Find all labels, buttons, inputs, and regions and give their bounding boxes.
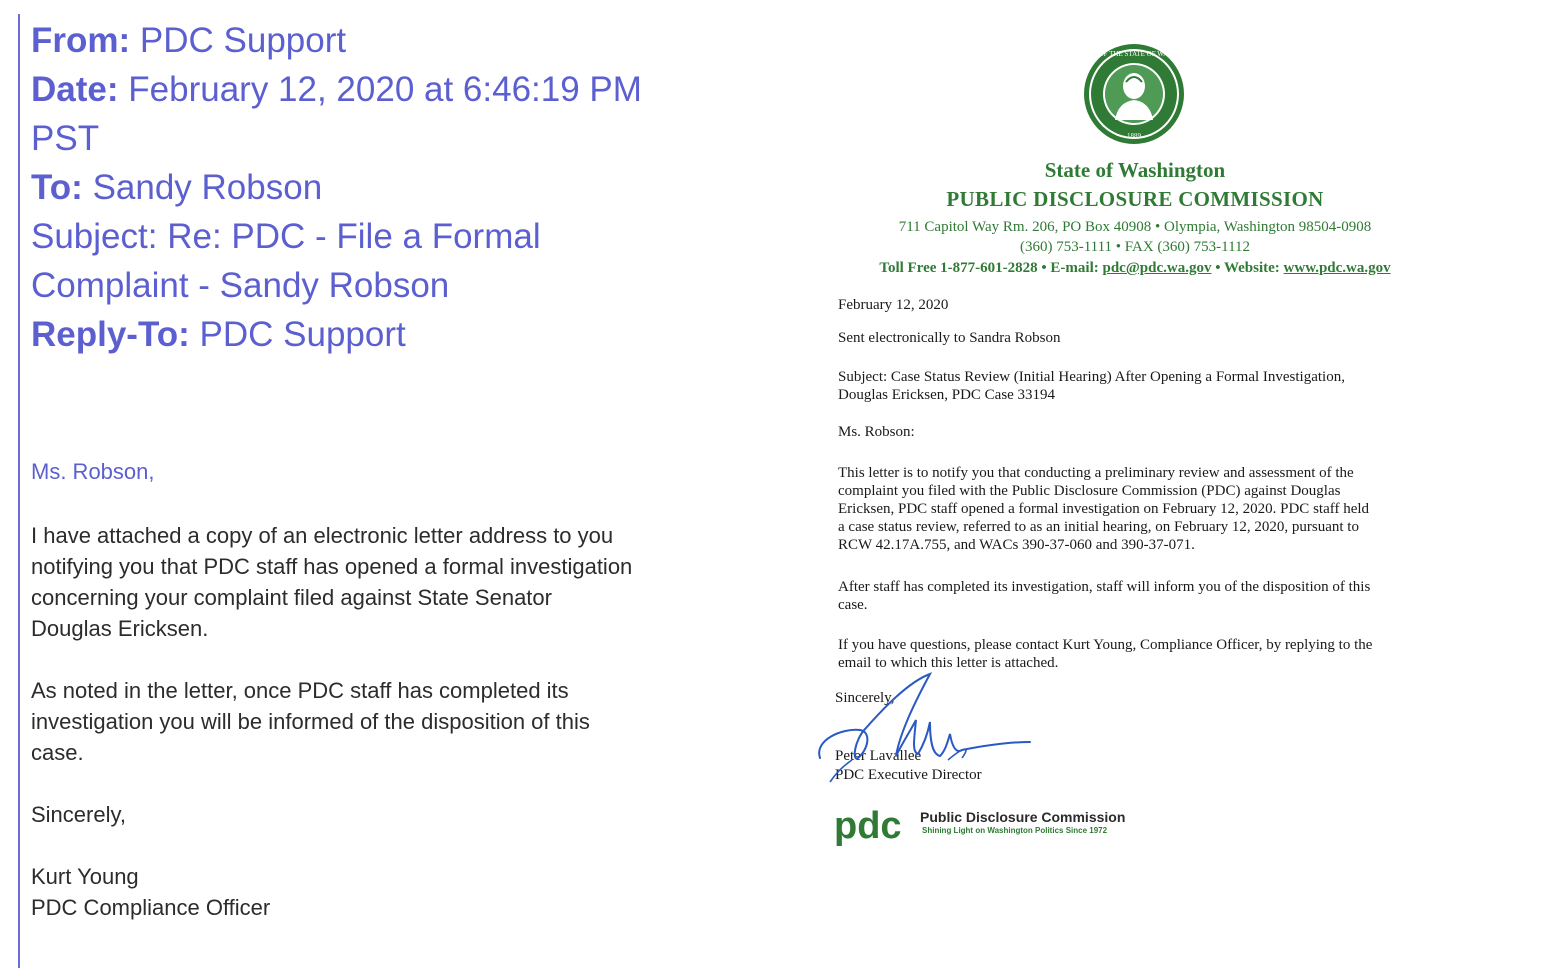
email-from-value[interactable]: PDC Support: [139, 21, 347, 60]
letter-date: February 12, 2020: [838, 297, 949, 313]
email-body-line: concerning your complaint filed against State Senator: [31, 585, 552, 610]
email-subject-row: [31, 212, 711, 261]
letter-line: Ericksen, PDC staff opened a formal investigation on February 12, 2020. PDC staff held: [838, 501, 1370, 517]
seal-text: THE SEAL OF THE STATE OF WASHINGTON: [1064, 50, 1204, 58]
letterhead-address: 711 Capitol Way Rm. 206, PO Box 40908 • Olympia, Washington 98504-0908: [898, 219, 1372, 235]
email-to-row: [31, 163, 711, 212]
pdc-logo-tagline: Shining Light on Washington Politics Since 1972: [922, 826, 1108, 835]
email-subject-value: Re: PDC - File a Formal: [167, 217, 541, 256]
email-body-line: investigation you will be informed of the disposition of this: [31, 709, 590, 734]
email-from-row: [31, 16, 711, 65]
letter-salutation: Ms. Robson:: [838, 424, 915, 440]
email-headers: [31, 16, 711, 359]
letter-line: If you have questions, please contact Kurt Young, Compliance Officer, by replying to the: [838, 637, 1373, 653]
letterhead-commission: PUBLIC DISCLOSURE COMMISSION: [946, 187, 1324, 211]
email-date-value-tz: PST: [31, 119, 100, 158]
letterhead-tollfree: Toll Free 1-877-601-2828 • E-mail:: [879, 260, 1103, 276]
letterhead-email-link[interactable]: pdc@pdc.wa.gov: [1102, 260, 1212, 276]
email-from-label: From:: [31, 21, 131, 60]
email-body-line: Douglas Ericksen.: [31, 616, 209, 641]
email-body-line: notifying you that PDC staff has opened a formal investigation: [31, 554, 633, 579]
letterhead-website-label: • Website:: [1211, 260, 1284, 276]
email-date-value: February 12, 2020 at 6:46:19 PM: [128, 70, 642, 109]
email-replyto-value[interactable]: PDC Support: [199, 315, 406, 354]
email-to-label: To:: [31, 168, 83, 207]
email-body-line: I have attached a copy of an electronic letter address to you: [31, 523, 614, 548]
email-signer-name: Kurt Young: [31, 864, 139, 889]
letter-paragraph-2: [838, 578, 1430, 614]
email-body-line: case.: [31, 740, 84, 765]
email-body-line: As noted in the letter, once PDC staff has completed its: [31, 678, 569, 703]
quote-bar: [18, 14, 20, 968]
letterhead-website-link[interactable]: www.pdc.wa.gov: [1283, 260, 1391, 276]
email-salutation: Ms. Robson,: [31, 459, 155, 484]
letter-signer-name: Peter Lavallee: [835, 748, 922, 764]
email-date-label: Date:: [31, 70, 119, 109]
seal-year: 1889: [1127, 132, 1141, 140]
letter-line: email to which this letter is attached.: [838, 655, 1059, 671]
letterhead-phone: (360) 753-1111 • FAX (360) 753-1112: [1019, 239, 1251, 255]
email-to-value[interactable]: Sandy Robson: [92, 168, 323, 207]
email-subject-value-cont: Complaint - Sandy Robson: [31, 266, 450, 305]
letter-line: After staff has completed its investigation, staff will inform you of the disposition of this: [838, 579, 1371, 595]
email-replyto-row: [31, 310, 711, 359]
pdc-logo-mark: pdc: [834, 805, 902, 847]
email-body: [31, 520, 711, 923]
handwritten-signature-icon: [812, 670, 1022, 785]
email-date-row-cont: [31, 114, 711, 163]
email-signer-title: PDC Compliance Officer: [31, 895, 271, 920]
letter-paragraph-1: [838, 464, 1430, 554]
state-seal-icon: [1064, 42, 1204, 146]
letter-closing: Sincerely,: [835, 690, 895, 706]
letterhead-state: State of Washington: [1044, 158, 1226, 182]
letter-line: complaint you filed with the Public Disclosure Commission (PDC) against Douglas: [838, 483, 1341, 499]
letter-subject-line: Douglas Ericksen, PDC Case 33194: [838, 387, 1056, 403]
letter-sent-line: Sent electronically to Sandra Robson: [838, 330, 1061, 346]
pdc-logo-icon: [834, 802, 916, 846]
letter-line: case.: [838, 597, 868, 613]
letter-line: This letter is to notify you that conducting a preliminary review and assessment of the: [838, 465, 1354, 481]
email-subject-row-cont: [31, 261, 711, 310]
letter-line: a case status review, referred to as an initial hearing, on February 12, 2020, pursuant to: [838, 519, 1359, 535]
email-subject-label: Subject:: [31, 217, 158, 256]
email-replyto-label: Reply-To:: [31, 315, 190, 354]
email-closing: Sincerely,: [31, 802, 126, 827]
letter-line: RCW 42.17A.755, and WACs 390-37-060 and 390-37-071.: [838, 537, 1195, 553]
letter-paragraph-3: [838, 636, 1430, 672]
email-date-row: [31, 65, 711, 114]
pdc-logo-name: Public Disclosure Commission: [920, 809, 1126, 825]
letter-subject: [838, 368, 1430, 404]
letterhead-contact: [830, 260, 1440, 277]
letter-subject-line: Subject: Case Status Review (Initial Hearing) After Opening a Formal Investigation,: [838, 369, 1345, 385]
letter-signer-title: PDC Executive Director: [835, 767, 982, 783]
